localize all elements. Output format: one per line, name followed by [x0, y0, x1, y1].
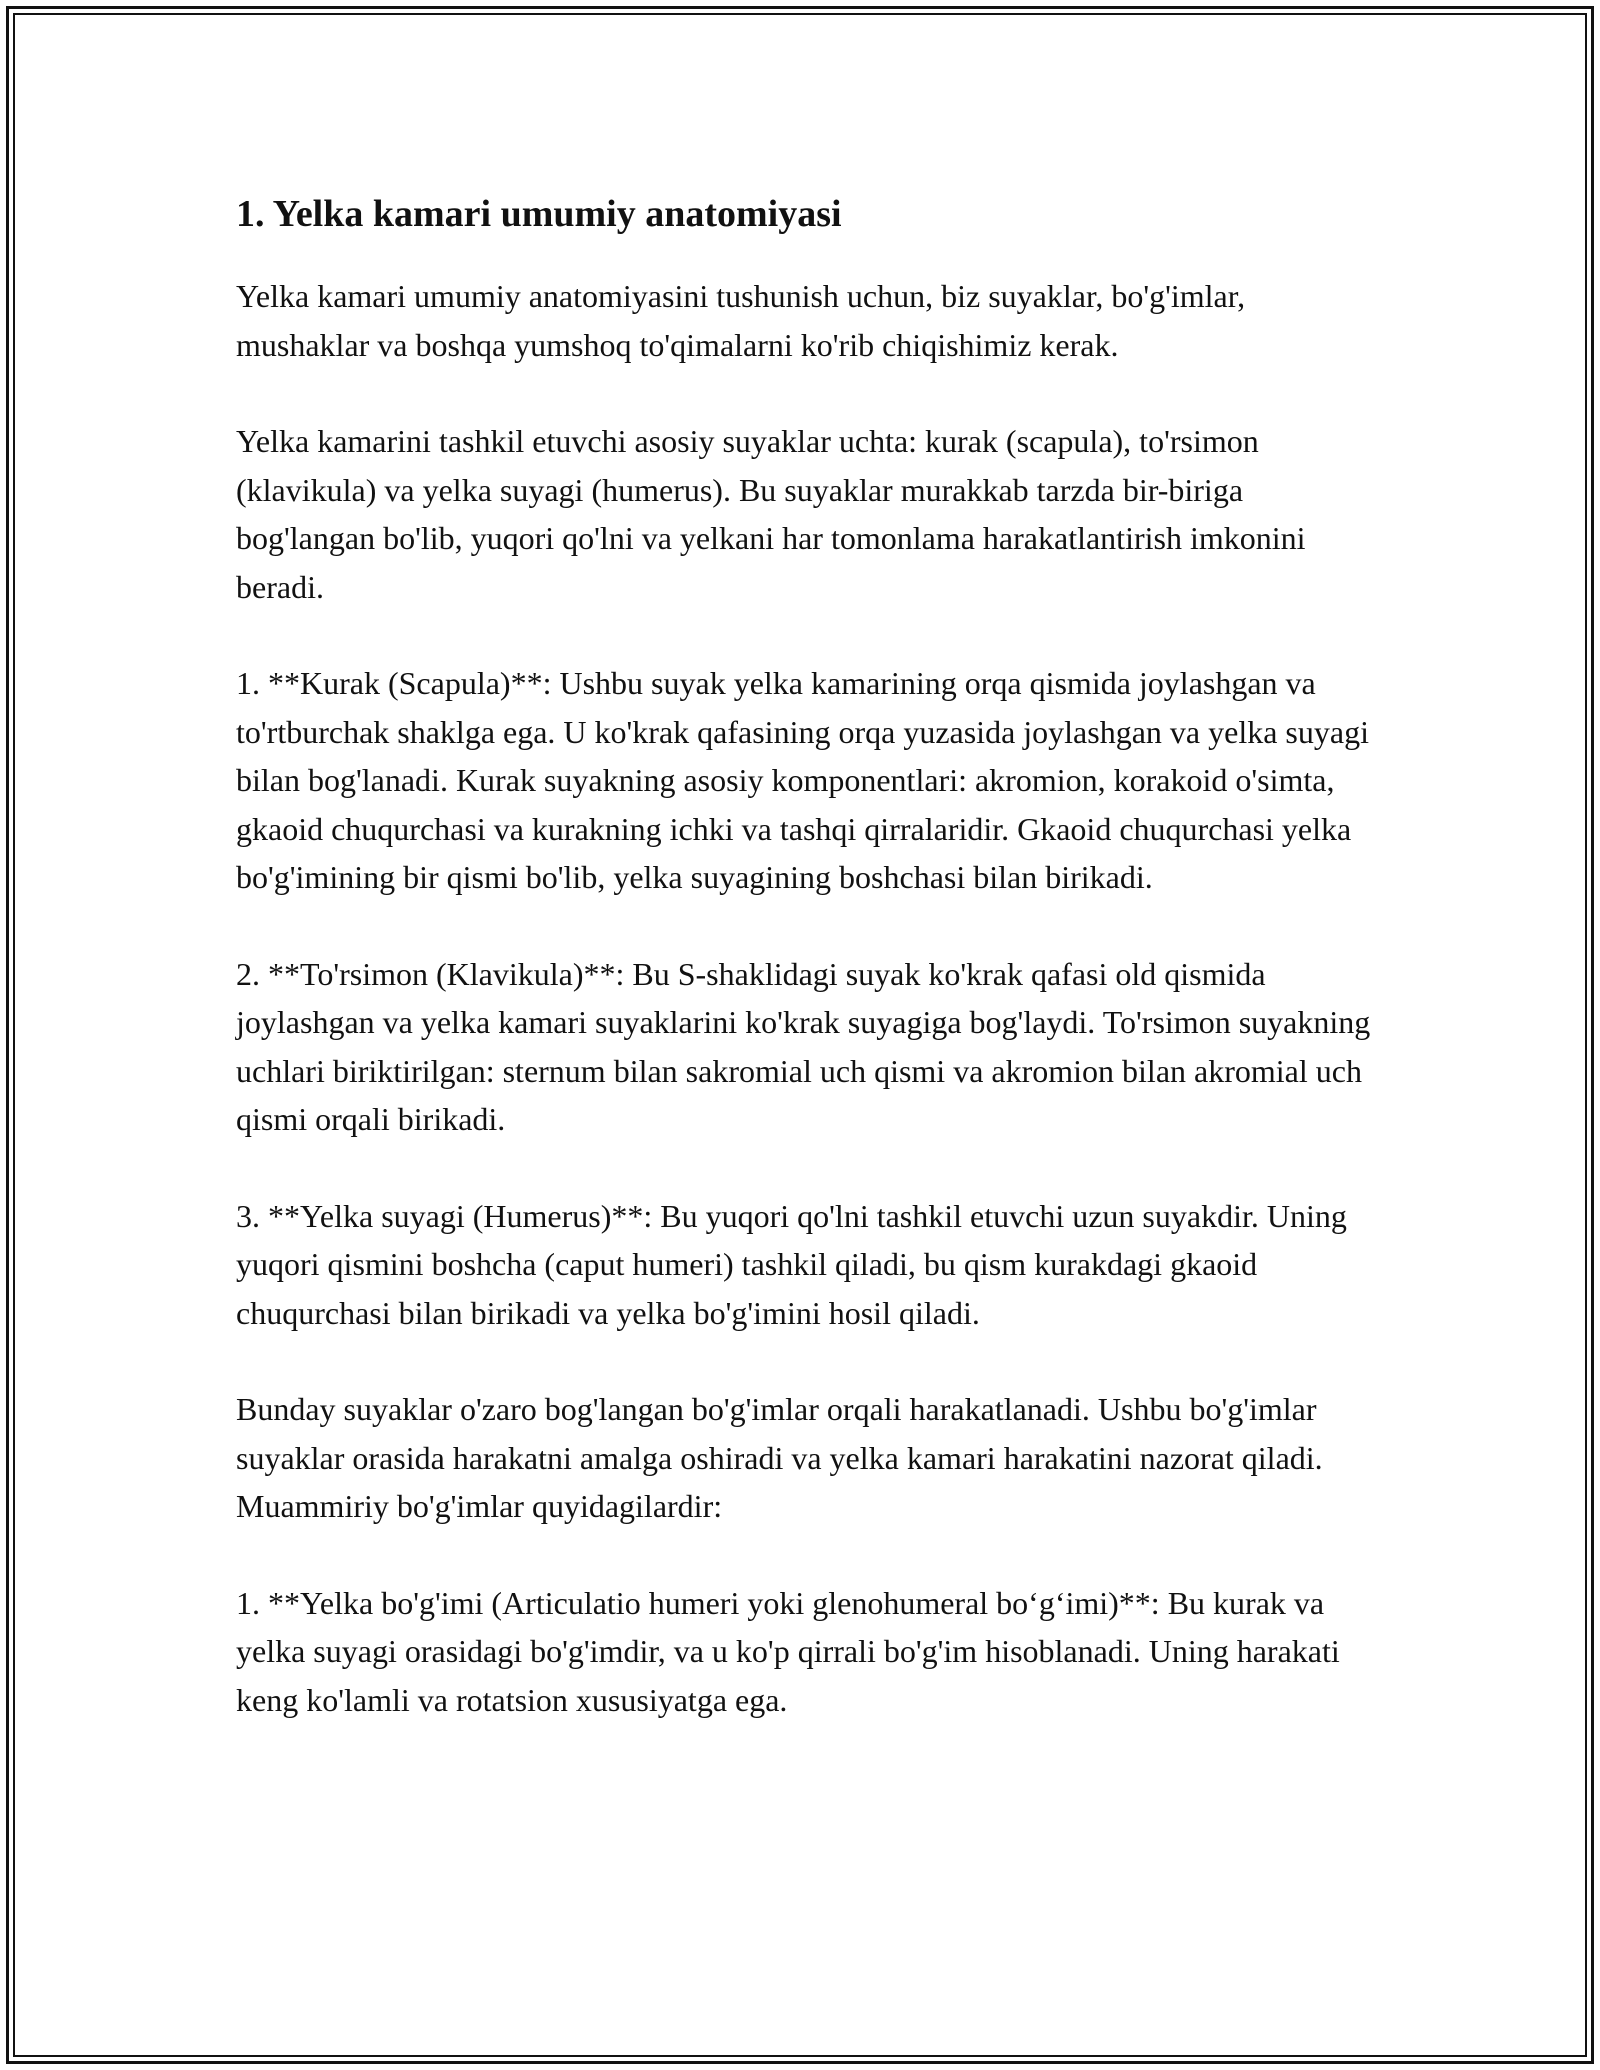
section-heading: 1. Yelka kamari umumiy anatomiyasi: [236, 193, 842, 235]
paragraph-shoulder-joint: 1. **Yelka bo'g'imi (Articulatio humeri yoki glenohumeral bo‘g‘imi)**: Bu kurak va yelka suyagi orasidagi bo'g'imdir, va u ko'p qirrali bo'g'im hisoblanadi. Uning harakati keng ko'lamli va rotatsion xususiyatga ega.: [236, 1584, 1340, 1718]
paragraph-main-bones: Yelka kamarini tashkil etuvchi asosiy suyaklar uchta: kurak (scapula), to'rsimon (klavikula) va yelka suyagi (humerus). Bu suyaklar murakkab tarzda bir-biriga bog'langan bo'lib, yuqori qo'lni va yelkani har tomonlama harakatlantirish imkonini beradi.: [236, 423, 1306, 605]
paragraph-clavicle: 2. **To'rsimon (Klavikula)**: Bu S-shaklidagi suyak ko'krak qafasi old qismida joylashgan va yelka kamari suyaklarini ko'krak suyagiga bog'laydi. To'rsimon suyakning uchlari biriktirilgan: sternum bilan sakromial uch qismi va akromion bilan akromial uch qismi orqali birikadi.: [236, 955, 1371, 1137]
paragraph-humerus: 3. **Yelka suyagi (Humerus)**: Bu yuqori qo'lni tashkil etuvchi uzun suyakdir. Uning yuqori qismini boshcha (caput humeri) tashkil qiladi, bu qism kurakdagi gkaoid chuqurchasi bilan birikadi va yelka bo'g'imini hosil qiladi.: [236, 1197, 1347, 1331]
document-body: [236, 186, 1386, 1772]
paragraph-intro: Yelka kamari umumiy anatomiyasini tushunish uchun, biz suyaklar, bo'g'imlar, mushaklar va boshqa yumshoq to'qimalarni ko'rib chiqishimiz kerak.: [236, 278, 1246, 363]
paragraph-joints: Bunday suyaklar o'zaro bog'langan bo'g'imlar orqali harakatlanadi. Ushbu bo'g'imlar suyaklar orasida harakatni amalga oshiradi va yelka kamari harakatini nazorat qiladi. Muammiriy bo'g'imlar quyidagilardir:: [236, 1391, 1323, 1524]
paragraph-scapula: 1. **Kurak (Scapula)**: Ushbu suyak yelka kamarining orqa qismida joylashgan va to'rtburchak shaklga ega. U ko'krak qafasining orqa yuzasida joylashgan va yelka suyagi bilan bog'lanadi. Kurak suyakning asosiy komponentlari: akromion, korakoid o'simta, gkaoid chuqurchasi va kurakning ichki va tashqi qirralaridir. Gkaoid chuqurchasi yelka bo'g'imining bir qismi bo'lib, yelka suyagining boshchasi bilan birikadi.: [236, 665, 1369, 895]
